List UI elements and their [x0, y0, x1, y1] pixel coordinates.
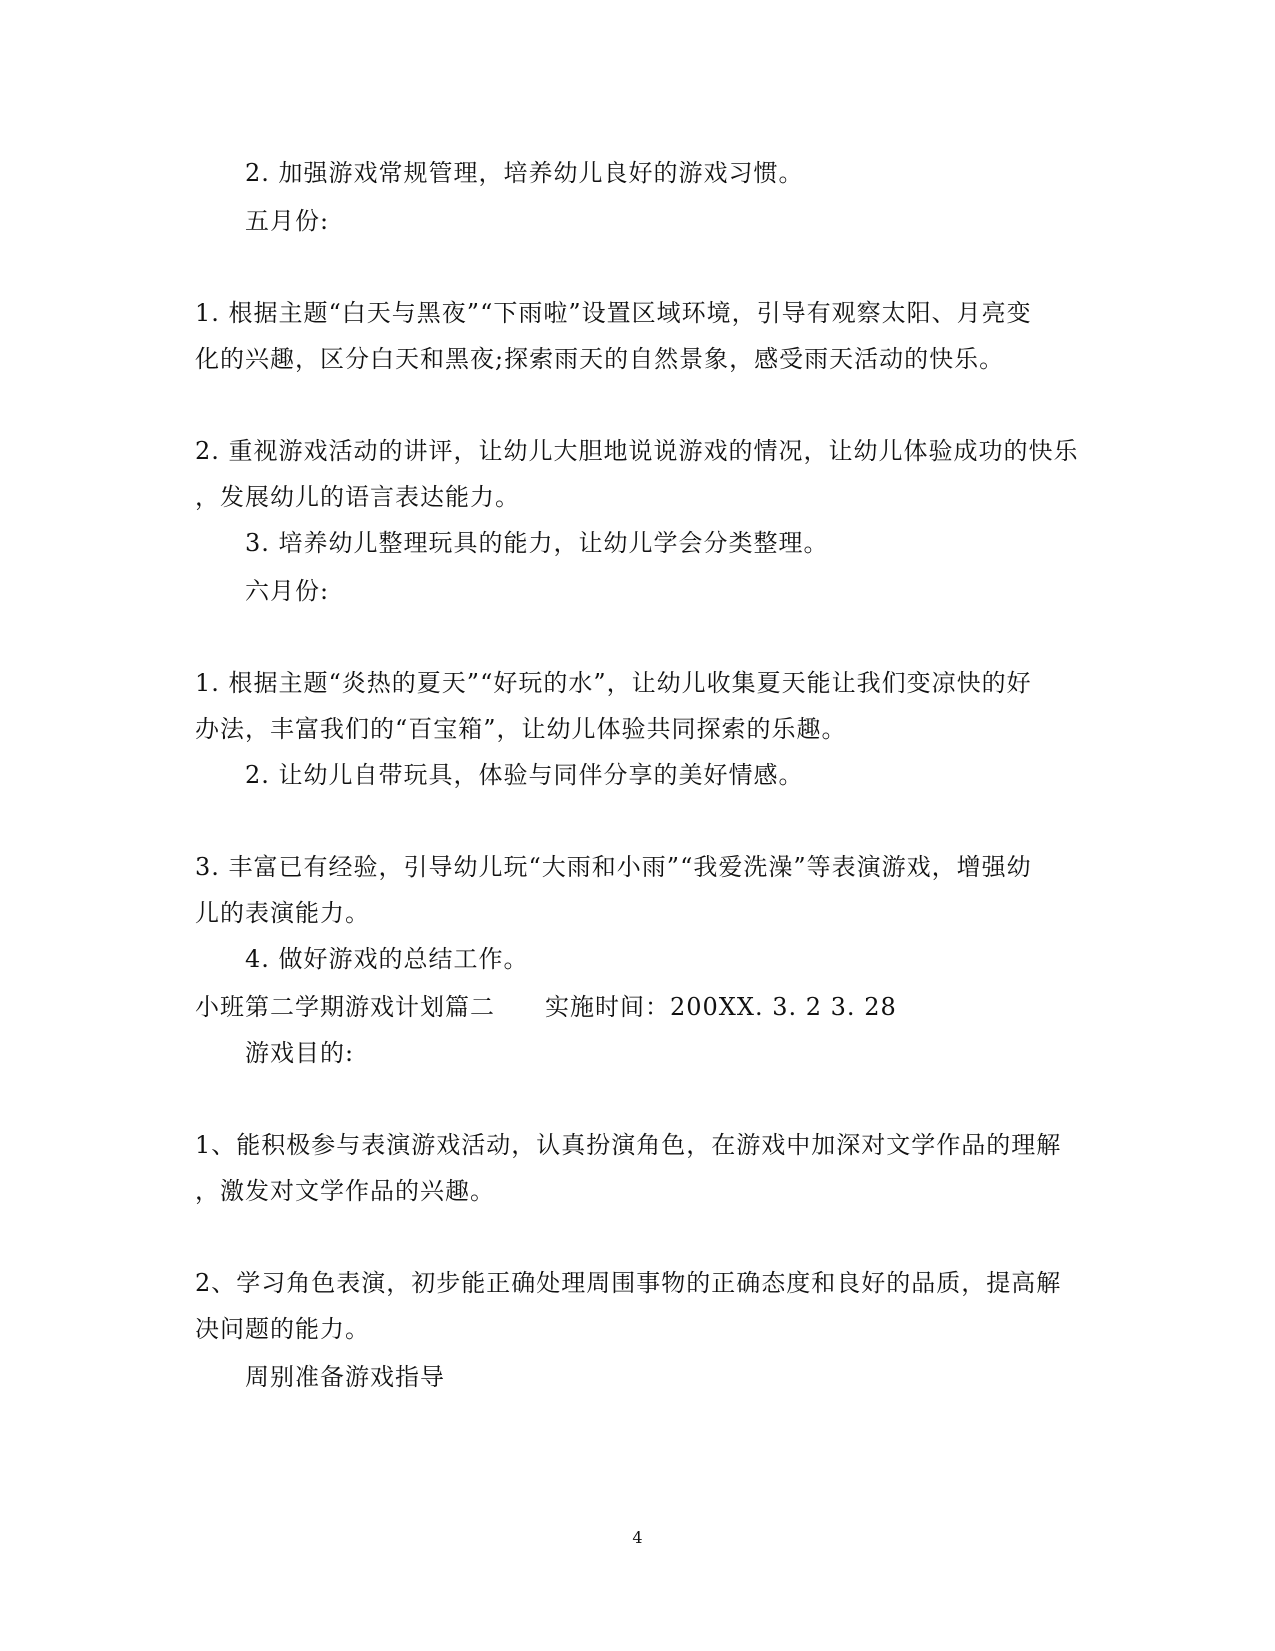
page-number: 4 [632, 1528, 643, 1547]
text-line: 3. 培养幼儿整理玩具的能力，让幼儿学会分类整理。 [245, 529, 829, 557]
text-line: 1、能积极参与表演游戏活动，认真扮演角色，在游戏中加深对文学作品的理解 [195, 1131, 1062, 1159]
text-line: ，发展幼儿的语言表达能力。 [195, 483, 520, 511]
text-line: 1. 根据主题“白天与黑夜”“下雨啦”设置区域环境，引导有观察太阳、月亮变 [195, 299, 1032, 327]
text-line: 2. 加强游戏常规管理，培养幼儿良好的游戏习惯。 [245, 159, 804, 187]
text-line: 2、学习角色表演，初步能正确处理周围事物的正确态度和良好的品质，提高解 [195, 1269, 1062, 1297]
plan-title-line: 小班第二学期游戏计划篇二 实施时间：200XX. 3. 2 3. 28 [195, 993, 897, 1021]
text-line: 2. 让幼儿自带玩具，体验与同伴分享的美好情感。 [245, 761, 804, 789]
section-heading-may: 五月份: [245, 207, 330, 235]
text-line: 3. 丰富已有经验，引导幼儿玩“大雨和小雨”“我爱洗澡”等表演游戏，增强幼 [195, 853, 1032, 881]
section-heading-goals: 游戏目的: [245, 1039, 355, 1067]
text-line: ，激发对文学作品的兴趣。 [195, 1177, 495, 1205]
text-line: 化的兴趣，区分白天和黑夜;探索雨天的自然景象，感受雨天活动的快乐。 [195, 345, 1005, 373]
text-line: 4. 做好游戏的总结工作。 [245, 945, 529, 973]
text-line: 决问题的能力。 [195, 1315, 370, 1343]
text-line: 1. 根据主题“炎热的夏天”“好玩的水”，让幼儿收集夏天能让我们变凉快的好 [195, 669, 1032, 697]
section-heading-weekly: 周别准备游戏指导 [245, 1363, 445, 1391]
text-line: 2. 重视游戏活动的讲评，让幼儿大胆地说说游戏的情况，让幼儿体验成功的快乐 [195, 437, 1079, 465]
text-line: 儿的表演能力。 [195, 899, 370, 927]
text-line: 办法，丰富我们的“百宝箱”，让幼儿体验共同探索的乐趣。 [195, 715, 847, 743]
section-heading-june: 六月份: [245, 577, 330, 605]
